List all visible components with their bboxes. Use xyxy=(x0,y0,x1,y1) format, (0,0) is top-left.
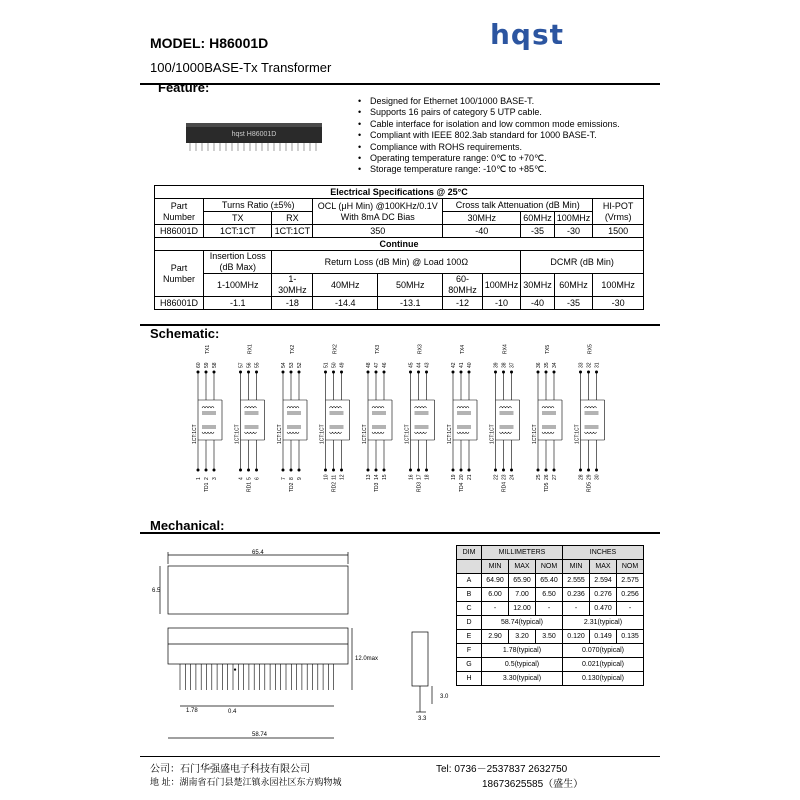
channel-top-label: TX1 xyxy=(205,344,211,354)
dim-side-width: 3.3 xyxy=(418,716,427,722)
channel-bottom-label: RD5 xyxy=(586,481,593,492)
col-hipot: HI-POT (Vrms) xyxy=(593,199,644,225)
table-row: G 0.5(typical) 0.021(typical) xyxy=(457,658,644,672)
pin-label: 33 xyxy=(578,362,585,368)
pin-label: 28 xyxy=(578,474,585,480)
col-60mhz: 60MHz xyxy=(521,212,555,225)
channel-top-label: RX5 xyxy=(587,344,594,354)
feature-item: • Designed for Ethernet 100/1000 BASE-T. xyxy=(358,96,620,107)
pin-label: 21 xyxy=(467,474,473,480)
pin-label: 49 xyxy=(339,362,346,368)
dim-col-inch: INCHES xyxy=(563,546,644,560)
mechanical-heading: Mechanical: xyxy=(150,518,225,533)
pin-label: 4 xyxy=(238,477,245,480)
col-return-loss: Return Loss (dB Min) @ Load 100Ω xyxy=(272,251,521,274)
feature-item: • Compliance with ROHS requirements. xyxy=(358,142,620,153)
col-rx: RX xyxy=(272,212,313,225)
pin-label: 10 xyxy=(323,474,330,480)
pin-label: 22 xyxy=(493,474,500,480)
pin-label: 48 xyxy=(366,362,372,368)
pin-label: 16 xyxy=(408,474,415,480)
channel-bottom-label: RD1 xyxy=(246,481,253,492)
pin-label: 53 xyxy=(289,362,295,368)
table-row: F 1.78(typical) 0.070(typical) xyxy=(457,644,644,658)
table-row: H86001D 1CT:1CT 1CT:1CT 350 -40 -35 -30 1500 xyxy=(155,225,644,238)
pin-label: 52 xyxy=(297,362,303,368)
pin-label: 34 xyxy=(552,362,558,368)
pin-label: 6 xyxy=(254,477,261,480)
table-row: H 3.30(typical) 0.130(typical) xyxy=(457,672,644,686)
pin-label: 42 xyxy=(451,362,457,368)
ratio-label: 1CT:1CT xyxy=(362,424,368,444)
electrical-spec-table: Electrical Specifications @ 25°C Part Number Turns Ratio (±5%) OCL (μH Min) @100KHz/0.1V With 8mA DC Bias Cross talk Attenuation (dB Min) HI-POT (Vrms) TX RX 30MHz 60MHz 100MHz H86001D 1CT:1CT 1CT:1CT 350 -40 -35 -30 1500 Continue Part Number Insertion Loss (dB Max) Return Loss (dB Min) @ Load 100Ω DCMR (dB Min) 1-100MHz 1-30MHz 40MHz 50MHz 60-80MHz 100MHz 30MHz 60MHz 100MHz H86001D -1.1 -18 -14.4 -13.1 -12 -10 -40 -35 -30 xyxy=(154,185,644,310)
pin-label: 40 xyxy=(467,362,473,368)
pin-label: 11 xyxy=(331,474,338,480)
pin-label: 7 xyxy=(281,477,287,480)
channel-bottom-label: TD2 xyxy=(289,482,295,492)
channel-top-label: RX3 xyxy=(417,344,424,354)
col-crosstalk: Cross talk Attenuation (dB Min) xyxy=(443,199,593,212)
feature-item: • Storage temperature range: -10℃ to +85℃. xyxy=(358,164,620,175)
col-ocl: OCL (μH Min) @100KHz/0.1V With 8mA DC Bias xyxy=(313,199,443,225)
pin-label: 31 xyxy=(594,362,601,368)
col-tx: TX xyxy=(204,212,272,225)
pin-label: 37 xyxy=(509,362,516,368)
channel-top-label: TX2 xyxy=(290,344,296,354)
pin-label: 25 xyxy=(536,474,542,480)
pin-label: 27 xyxy=(552,474,558,480)
channel-bottom-label: TD4 xyxy=(459,482,465,492)
table-row: C - 12.00 - - 0.470 - xyxy=(457,602,644,616)
table-row: B 6.00 7.00 6.50 0.236 0.276 0.256 xyxy=(457,588,644,602)
pin-label: 30 xyxy=(594,474,601,480)
model-title: MODEL: H86001D xyxy=(150,35,269,51)
feature-item: • Operating temperature range: 0℃ to +70℃. xyxy=(358,153,620,164)
dim-length: 65.4 xyxy=(252,550,264,556)
channel-top-label: TX4 xyxy=(460,344,466,354)
pin-label: 39 xyxy=(493,362,500,368)
pin-label: 17 xyxy=(416,474,423,480)
pin-label: 57 xyxy=(238,362,245,368)
pin-label: 18 xyxy=(424,474,431,480)
pin-label: 35 xyxy=(544,362,550,368)
col-part-number: Part Number xyxy=(155,199,204,225)
feature-item: • Cable interface for isolation and low common mode emissions. xyxy=(358,119,620,130)
pin-label: 38 xyxy=(501,362,508,368)
pin-label: 50 xyxy=(331,362,338,368)
dim-max: 12.0max xyxy=(355,656,379,662)
pin-label: 1 xyxy=(196,477,202,480)
pin-label: 51 xyxy=(323,362,330,368)
pin-label: 15 xyxy=(382,474,388,480)
pin-label: 46 xyxy=(382,362,388,368)
channel-bottom-label: RD2 xyxy=(331,481,338,492)
pin-label: 19 xyxy=(451,474,457,480)
col-dcmr: DCMR (dB Min) xyxy=(521,251,644,274)
schematic-heading: Schematic: xyxy=(150,326,220,341)
footer-mobile: 18673625585（盛生） xyxy=(482,779,584,790)
channel-bottom-label: TD1 xyxy=(204,482,210,492)
dim-pin: 0.4 xyxy=(228,709,237,715)
channel-top-label: TX5 xyxy=(545,344,551,354)
pin-label: 47 xyxy=(374,362,380,368)
pin-label: 2 xyxy=(204,477,210,480)
pin-label: 8 xyxy=(289,477,295,480)
channel-bottom-label: TD3 xyxy=(374,482,380,492)
channel-top-label: RX4 xyxy=(502,344,509,354)
table-row: A 64.90 65.90 65.40 2.555 2.594 2.575 xyxy=(457,574,644,588)
ratio-label: 1CT:1CT xyxy=(489,424,496,444)
table-row: H86001D -1.1 -18 -14.4 -13.1 -12 -10 -40 -35 -30 xyxy=(155,297,644,310)
pin-label: 58 xyxy=(212,362,218,368)
channel-bottom-label: RD4 xyxy=(501,481,508,492)
pin-label: 59 xyxy=(204,362,210,368)
ratio-label: 1CT:1CT xyxy=(192,424,198,444)
chip-marking: hqst H86001D xyxy=(231,131,277,138)
dim-col-mm: MILLIMETERS xyxy=(482,546,563,560)
pin-label: 13 xyxy=(366,474,372,480)
pin-label: 9 xyxy=(297,477,303,480)
feature-item: • Supports 16 pairs of category 5 UTP cable. xyxy=(358,107,620,118)
footer-tel: Tel: 0736－2537837 2632750 xyxy=(436,764,568,775)
ratio-label: 1CT:1CT xyxy=(574,424,581,444)
col-insertion-loss: Insertion Loss (dB Max) xyxy=(204,251,272,274)
dim-height: 6.5 xyxy=(152,588,161,594)
continue-label: Continue xyxy=(155,238,644,251)
dim-span: 58.74 xyxy=(252,732,268,738)
pin-label: 24 xyxy=(509,474,516,480)
footer-address: 地 址：湖南省石门县楚江镇永园社区东方购物城 xyxy=(150,777,342,787)
channel-top-label: TX3 xyxy=(375,344,381,354)
top-view-body xyxy=(168,566,348,614)
channel-bottom-label: TD5 xyxy=(544,482,550,492)
product-subtitle: 100/1000BASE-Tx Transformer xyxy=(150,60,332,75)
pin-label: 23 xyxy=(501,474,508,480)
dim-col-dim: DIM xyxy=(457,546,482,560)
pin-label: 3 xyxy=(212,477,218,480)
pin-label: 60 xyxy=(196,362,202,368)
pin-label: 56 xyxy=(246,362,253,368)
dim-pitch: 1.78 xyxy=(186,708,198,714)
channel-top-label: RX1 xyxy=(247,344,254,354)
spec-title: Electrical Specifications @ 25°C xyxy=(155,186,644,199)
table-row: E 2.90 3.20 3.50 0.120 0.149 0.135 xyxy=(457,630,644,644)
pin-label: 12 xyxy=(339,474,346,480)
dimension-table: DIM MILLIMETERS INCHES MIN MAX NOM MIN MAX NOM A 64.90 65.90 65.40 2.555 2.594 2.575 B 6.00 7.00 6.50 0.236 0.276 0.256 C - 12.00 - - 0.470 - D 58.74(typical) 2.31(typical) E 2.90 3.20 3.50 0.120 0.149 0.135 F 1.78(typical) 0.070(typical) G 0.5(typical) 0.021(typical) H 3.30(typical) 0.130(typical) xyxy=(456,545,644,686)
pin-label: 44 xyxy=(416,362,423,368)
dim-side-pin: 3.0 xyxy=(440,694,449,700)
table-row: D 58.74(typical) 2.31(typical) xyxy=(457,616,644,630)
pin1-marker: • xyxy=(234,668,237,674)
pin-label: 5 xyxy=(246,477,253,480)
pin-label: 45 xyxy=(408,362,415,368)
ratio-label: 1CT:1CT xyxy=(319,424,326,444)
pin-label: 26 xyxy=(544,474,550,480)
col-part-number: Part Number xyxy=(155,251,204,297)
pin-label: 41 xyxy=(459,362,465,368)
ratio-label: 1CT:1CT xyxy=(404,424,411,444)
side-view-body xyxy=(412,632,428,686)
ratio-label: 1CT:1CT xyxy=(234,424,241,444)
ratio-label: 1CT:1CT xyxy=(532,424,538,444)
hqst-logo: hqst xyxy=(490,18,565,51)
feature-heading: Feature: xyxy=(158,80,210,95)
col-turns-ratio: Turns Ratio (±5%) xyxy=(204,199,313,212)
pin-label: 29 xyxy=(586,474,593,480)
feature-item: • Compliant with IEEE 802.3ab standard for 1000 BASE-T. xyxy=(358,130,620,141)
col-30mhz: 30MHz xyxy=(443,212,521,225)
ratio-label: 1CT:1CT xyxy=(277,424,283,444)
pin-label: 55 xyxy=(254,362,261,368)
footer-divider xyxy=(140,756,660,757)
channel-top-label: RX2 xyxy=(332,344,339,354)
footer-company: 公司：石门华强盛电子科技有限公司 xyxy=(150,764,310,775)
pin-label: 32 xyxy=(586,362,593,368)
col-100mhz: 100MHz xyxy=(554,212,593,225)
channel-bottom-label: RD3 xyxy=(416,481,423,492)
front-view-body xyxy=(168,628,348,664)
pin-label: 36 xyxy=(536,362,542,368)
pin-label: 43 xyxy=(424,362,431,368)
pin-label: 20 xyxy=(459,474,465,480)
pin-label: 54 xyxy=(281,362,287,368)
ratio-label: 1CT:1CT xyxy=(447,424,453,444)
pin-label: 14 xyxy=(374,474,380,480)
